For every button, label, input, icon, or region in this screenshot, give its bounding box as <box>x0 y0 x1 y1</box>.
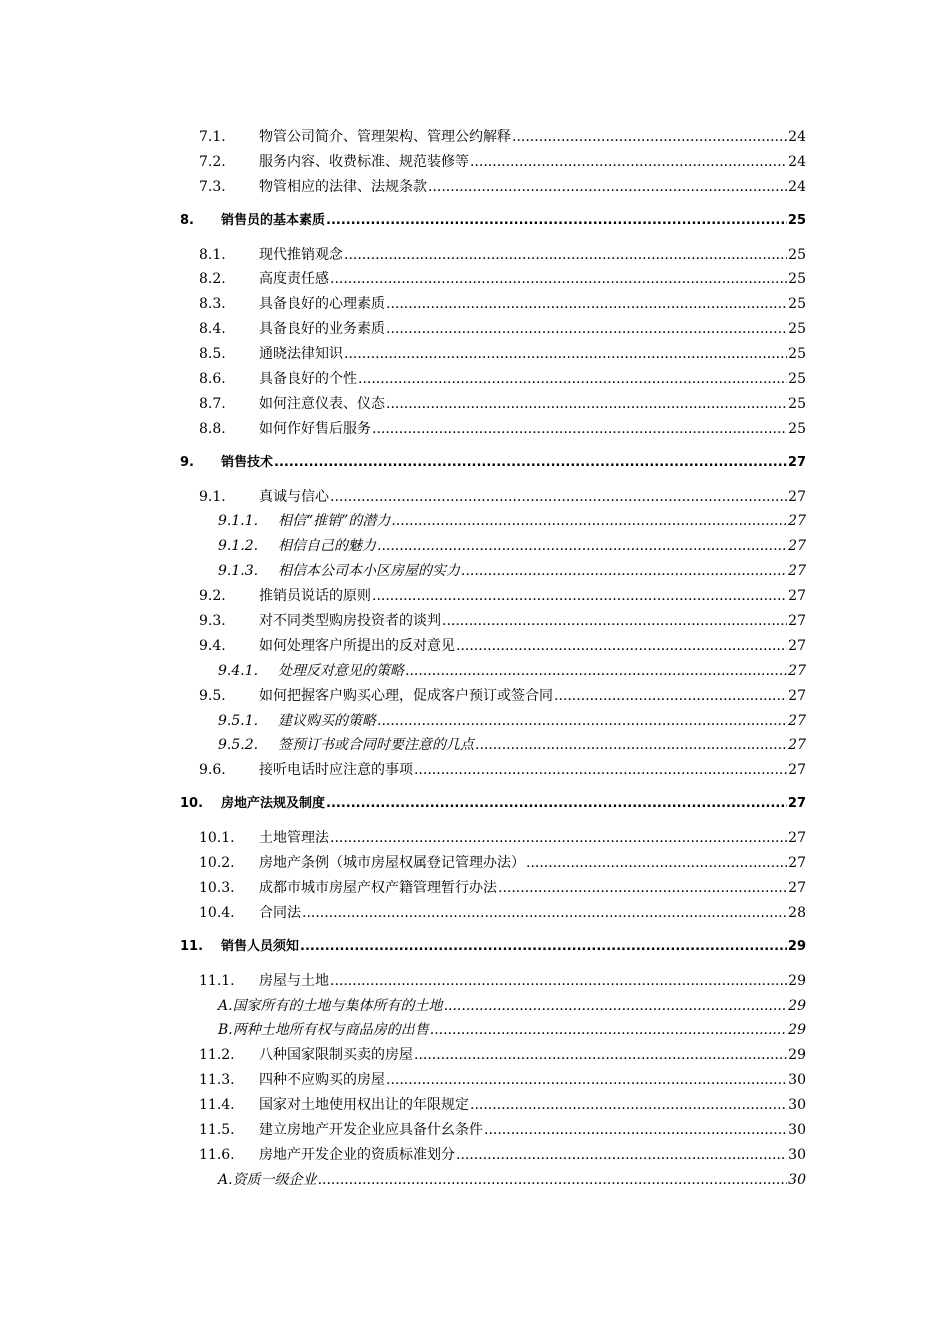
toc-entry[interactable] <box>180 994 806 1019</box>
dot-leader <box>330 826 787 851</box>
toc-entry-page-number: 27 <box>788 737 806 754</box>
dot-leader <box>386 292 787 317</box>
toc-entry-number: 11.6. <box>199 1146 235 1163</box>
dot-leader <box>358 367 787 392</box>
dot-leader <box>386 1068 787 1093</box>
toc-entry-number: 7.3. <box>199 178 226 195</box>
toc-entry-title: 销售员的基本素质 <box>221 212 326 228</box>
dot-leader <box>526 851 787 876</box>
dot-leader <box>377 534 787 559</box>
toc-entry-title: 建议购买的策略 <box>278 712 376 729</box>
toc-entry-title: 物管公司简介、管理架构、管理公约解释 <box>259 129 511 145</box>
toc-entry-title: 房地产条例（城市房屋权属登记管理办法） <box>259 855 525 872</box>
toc-chapter-entry[interactable] <box>180 451 806 476</box>
toc-entry-title: 土地管理法 <box>259 830 329 847</box>
toc-entry[interactable] <box>180 733 806 758</box>
toc-entry-number: 10.4. <box>199 904 235 921</box>
toc-entry-page-number: 24 <box>788 153 806 170</box>
toc-entry-title: 接听电话时应注意的事项 <box>259 762 413 779</box>
toc-entry-title: 处理反对意见的策略 <box>278 662 404 679</box>
dot-leader <box>344 342 787 367</box>
toc-entry[interactable] <box>180 1018 806 1043</box>
dot-leader <box>326 209 787 234</box>
toc-entry-title: 相信本公司本小区房屋的实力 <box>278 563 460 580</box>
toc-entry-page-number: 27 <box>788 563 806 580</box>
toc-chapter-entry[interactable] <box>180 935 806 960</box>
toc-entry[interactable] <box>180 417 806 442</box>
dot-leader <box>318 1168 788 1193</box>
dot-leader <box>456 634 787 659</box>
toc-entry-page-number: 25 <box>788 296 806 313</box>
toc-entry-title: 合同法 <box>259 904 301 921</box>
dot-leader <box>300 935 787 960</box>
toc-entry-title: 真诚与信心 <box>259 488 329 505</box>
toc-entry-page-number: 27 <box>788 855 806 872</box>
toc-entry[interactable] <box>180 1168 806 1193</box>
toc-entry[interactable] <box>180 709 806 734</box>
toc-entry[interactable] <box>180 392 806 417</box>
toc-entry-page-number: 25 <box>788 246 806 263</box>
toc-entry-number: 11.3. <box>199 1072 235 1089</box>
dot-leader <box>430 1018 787 1043</box>
toc-entry-number: 8.6. <box>199 371 226 388</box>
toc-entry-title: 销售技术 <box>221 454 274 470</box>
toc-entry-number: 11.1. <box>199 972 235 989</box>
toc-entry-title: 推销员说话的原则 <box>259 588 371 605</box>
toc-entry-number: 9.4.1. <box>218 662 259 679</box>
toc-entry-number: 11. <box>180 938 204 954</box>
toc-entry-title: 如何把握客户购买心理，促成客户预订或签合同 <box>259 687 553 704</box>
dot-leader <box>274 451 787 476</box>
toc-entry[interactable] <box>180 851 806 876</box>
dot-leader <box>470 150 787 175</box>
toc-entry[interactable] <box>180 1068 806 1093</box>
toc-entry[interactable] <box>180 1118 806 1143</box>
toc-entry-page-number: 25 <box>788 371 806 388</box>
toc-entry-number: B. <box>218 1022 233 1039</box>
toc-chapter-entry[interactable] <box>180 209 806 234</box>
toc-entry-title: 建立房地产开发企业应具备什幺条件 <box>259 1121 483 1138</box>
toc-entry-page-number: 25 <box>787 212 806 228</box>
dot-leader <box>330 485 787 510</box>
dot-leader <box>372 417 787 442</box>
toc-entry-title: 具备良好的业务素质 <box>259 321 385 338</box>
toc-entry-page-number: 27 <box>788 762 806 779</box>
dot-leader <box>456 1143 787 1168</box>
dot-leader <box>391 509 787 534</box>
toc-entry-title: 如何处理客户所提出的反对意见 <box>259 637 455 654</box>
toc-entry-number: 9.1. <box>199 488 226 505</box>
toc-entry-title: 如何作好售后服务 <box>259 420 371 437</box>
toc-entry-title: 销售人员须知 <box>221 938 300 954</box>
toc-entry-page-number: 30 <box>788 1097 806 1114</box>
toc-entry-number: 8. <box>180 212 194 228</box>
toc-entry[interactable] <box>180 1043 806 1068</box>
toc-entry-title: 房屋与土地 <box>259 972 329 989</box>
toc-entry[interactable] <box>180 559 806 584</box>
toc-entry[interactable] <box>180 292 806 317</box>
dot-leader <box>326 792 787 817</box>
toc-entry-number: 9.6. <box>199 762 226 779</box>
toc-entry-page-number: 27 <box>788 687 806 704</box>
toc-entry-number: 10.2. <box>199 855 235 872</box>
toc-entry-number: 8.4. <box>199 321 226 338</box>
toc-entry-number: 9. <box>180 454 194 470</box>
toc-entry-title: 国家所有的土地与集体所有的土地 <box>232 997 443 1014</box>
toc-entry-page-number: 25 <box>788 271 806 288</box>
toc-entry-title: 如何注意仪表、仪态 <box>259 395 385 412</box>
toc-entry-title: 房地产法规及制度 <box>221 796 326 812</box>
toc-entry-number: 8.8. <box>199 420 226 437</box>
toc-entry-page-number: 27 <box>788 538 806 555</box>
toc-entry-number: 9.1.1. <box>218 513 259 530</box>
toc-entry-title: 高度责任感 <box>259 271 329 288</box>
toc-entry-page-number: 29 <box>788 1047 806 1064</box>
toc-entry[interactable] <box>180 609 806 634</box>
toc-entry[interactable] <box>180 342 806 367</box>
toc-entry-number: 8.2. <box>199 271 226 288</box>
dot-leader <box>512 125 787 150</box>
toc-entry-page-number: 29 <box>788 1022 806 1039</box>
toc-entry-number: 10.3. <box>199 879 235 896</box>
toc-entry-number: 10. <box>180 796 204 812</box>
toc-entry-number: 8.5. <box>199 346 226 363</box>
toc-entry-page-number: 30 <box>788 1171 806 1188</box>
toc-entry-title: 具备良好的心理素质 <box>259 296 385 313</box>
toc-entry[interactable] <box>180 634 806 659</box>
toc-entry-title: 国家对土地使用权出让的年限规定 <box>259 1097 469 1114</box>
toc-entry-page-number: 27 <box>788 488 806 505</box>
toc-entry-number: A. <box>218 1171 233 1188</box>
toc-entry-number: 9.5. <box>199 687 226 704</box>
dot-leader <box>470 1093 787 1118</box>
toc-entry-number: 10.1. <box>199 830 235 847</box>
toc-entry[interactable] <box>180 876 806 901</box>
toc-entry[interactable] <box>180 150 806 175</box>
toc-entry-title: 资质一级企业 <box>232 1171 317 1188</box>
toc-entry-page-number: 29 <box>788 972 806 989</box>
dot-leader <box>475 733 787 758</box>
toc-entry[interactable] <box>180 243 806 268</box>
dot-leader <box>554 684 787 709</box>
dot-leader <box>302 901 787 926</box>
toc-entry-number: 9.5.1. <box>218 712 259 729</box>
toc-entry-title: 相信“推销”的潜力 <box>278 513 391 530</box>
toc-entry-page-number: 29 <box>788 997 806 1014</box>
toc-entry-title: 服务内容、收费标准、规范装修等 <box>259 153 469 170</box>
toc-entry-number: 9.2. <box>199 588 226 605</box>
toc-entry-page-number: 27 <box>788 613 806 630</box>
toc-entry-page-number: 27 <box>787 454 806 470</box>
toc-entry-title: 签预订书或合同时要注意的几点 <box>278 737 474 754</box>
toc-entry-number: 7.1. <box>199 129 226 145</box>
toc-entry-title: 房地产开发企业的资质标准划分 <box>259 1146 455 1163</box>
toc-entry-title: 成都市城市房屋产权产籍管理暂行办法 <box>259 879 497 896</box>
toc-entry-number: 9.3. <box>199 613 226 630</box>
toc-entry-number: 9.1.3. <box>218 563 259 580</box>
toc-entry-number: 8.1. <box>199 246 226 263</box>
toc-entry[interactable] <box>180 584 806 609</box>
dot-leader <box>498 876 787 901</box>
dot-leader <box>377 709 787 734</box>
toc-chapter-entry[interactable] <box>180 792 806 817</box>
toc-entry-title: 具备良好的个性 <box>259 371 357 388</box>
toc-entry[interactable] <box>180 485 806 510</box>
dot-leader <box>386 317 787 342</box>
toc-entry-number: 9.1.2. <box>218 538 259 555</box>
toc-entry[interactable] <box>180 826 806 851</box>
toc-entry-page-number: 25 <box>788 321 806 338</box>
toc-entry-page-number: 24 <box>788 178 806 195</box>
toc-entry-page-number: 27 <box>788 879 806 896</box>
toc-entry-title: 相信自己的魅力 <box>278 538 376 555</box>
toc-entry-number: A. <box>218 997 233 1014</box>
toc-entry[interactable] <box>180 509 806 534</box>
dot-leader <box>344 243 787 268</box>
toc-entry[interactable] <box>180 659 806 684</box>
toc-entry-title: 通晓法律知识 <box>259 346 343 363</box>
toc-entry[interactable] <box>180 901 806 926</box>
toc-entry-page-number: 27 <box>788 637 806 654</box>
dot-leader <box>428 175 787 200</box>
toc-entry-page-number: 27 <box>788 830 806 847</box>
toc-entry[interactable] <box>180 267 806 292</box>
dot-leader <box>330 969 787 994</box>
toc-entry-number: 8.7. <box>199 395 226 412</box>
toc-entry-page-number: 30 <box>788 1072 806 1089</box>
toc-entry-page-number: 27 <box>788 712 806 729</box>
toc-entry-number: 11.2. <box>199 1047 235 1064</box>
dot-leader <box>330 267 787 292</box>
toc-entry[interactable] <box>180 1143 806 1168</box>
dot-leader <box>461 559 787 584</box>
toc-entry-title: 四种不应购买的房屋 <box>259 1072 385 1089</box>
toc-entry[interactable] <box>180 534 806 559</box>
toc-entry-title: 物管相应的法律、法规条款 <box>259 178 427 195</box>
dot-leader <box>386 392 787 417</box>
toc-entry-number: 7.2. <box>199 153 226 170</box>
dot-leader <box>414 758 787 783</box>
toc-entry-title: 八种国家限制买卖的房屋 <box>259 1047 413 1064</box>
dot-leader <box>444 994 788 1019</box>
toc-entry-title: 对不同类型购房投资者的谈判 <box>259 613 441 630</box>
toc-entry-title: 两种土地所有权与商品房的出售 <box>232 1022 429 1039</box>
toc-entry[interactable] <box>180 367 806 392</box>
toc-entry-page-number: 25 <box>788 346 806 363</box>
toc-entry-number: 9.5.2. <box>218 737 259 754</box>
dot-leader <box>372 584 787 609</box>
toc-entry-number: 11.4. <box>199 1097 235 1114</box>
toc-entry[interactable] <box>180 317 806 342</box>
toc-entry[interactable] <box>180 1093 806 1118</box>
toc-entry-number: 9.4. <box>199 637 226 654</box>
dot-leader <box>484 1118 787 1143</box>
dot-leader <box>442 609 787 634</box>
toc-entry-page-number: 24 <box>788 129 806 145</box>
toc-entry-page-number: 25 <box>788 395 806 412</box>
toc-entry-page-number: 27 <box>788 588 806 605</box>
toc-entry[interactable] <box>180 969 806 994</box>
toc-entry-title: 现代推销观念 <box>259 246 343 263</box>
toc-entry-page-number: 29 <box>787 938 806 954</box>
toc-entry-page-number: 27 <box>788 513 806 530</box>
dot-leader <box>405 659 787 684</box>
toc-entry-page-number: 25 <box>788 420 806 437</box>
dot-leader <box>414 1043 787 1068</box>
toc-entry-page-number: 27 <box>788 662 806 679</box>
toc-entry-page-number: 30 <box>788 1146 806 1163</box>
toc-entry[interactable] <box>180 684 806 709</box>
toc-entry[interactable] <box>180 175 806 200</box>
toc-entry-page-number: 30 <box>788 1121 806 1138</box>
toc-entry-number: 11.5. <box>199 1121 235 1138</box>
toc-entry-page-number: 28 <box>788 904 806 921</box>
toc-entry[interactable] <box>180 125 806 150</box>
table-of-contents <box>180 125 806 1193</box>
toc-entry-page-number: 27 <box>787 796 806 812</box>
toc-entry-number: 8.3. <box>199 296 226 313</box>
toc-entry[interactable] <box>180 758 806 783</box>
